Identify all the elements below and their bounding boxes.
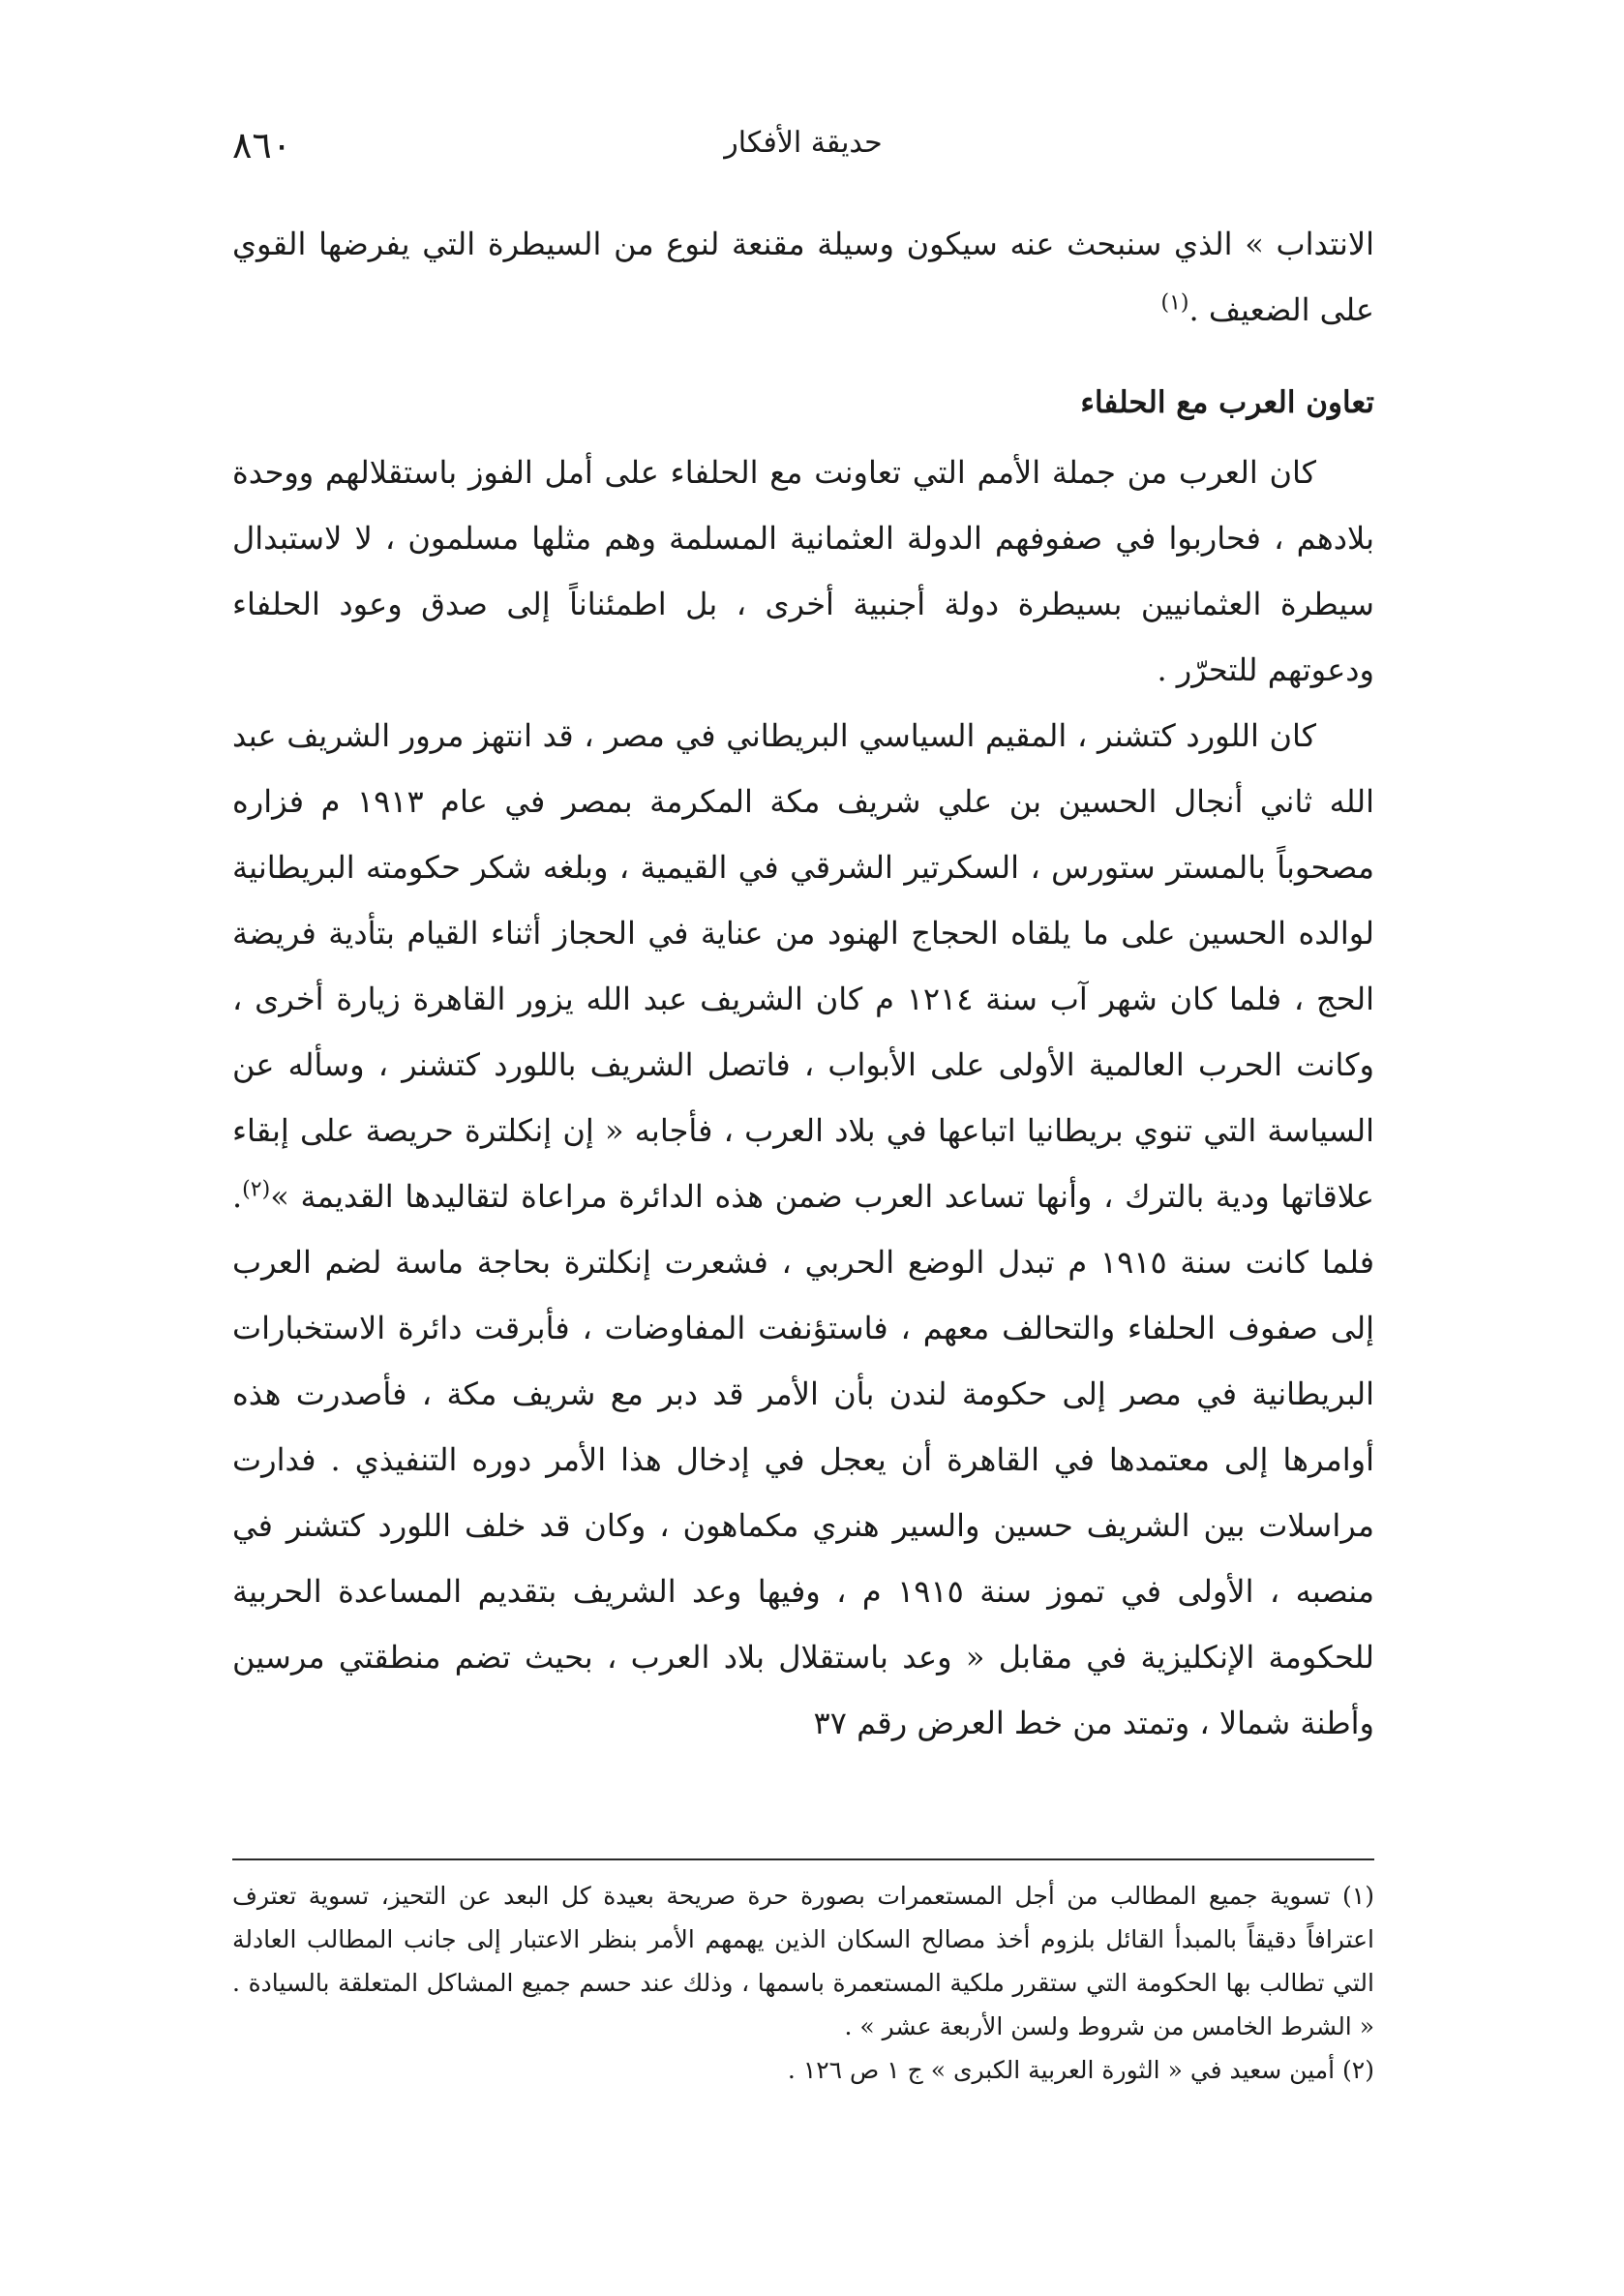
paragraph-text: الانتداب » الذي سنبحث عنه سيكون وسيلة مقنعة لنوع من السيطرة التي يفرضها القوي على الضعيف . xyxy=(232,226,1374,328)
footnote-2: (٢) أمين سعيد في « الثورة العربية الكبرى » ج ١ ص ١٢٦ . xyxy=(787,2056,1374,2084)
footnote-marker-1: (١) xyxy=(1160,290,1189,316)
page-header xyxy=(232,124,1374,182)
paragraph-text: كان اللورد كتشنر ، المقيم السياسي البريطاني في مصر ، قد انتهز مرور الشريف عبد الله ثاني أنجال الحسين بن علي شريف مكة المكرمة بمصر في عام ١٩١٣ م فزاره مصحوباً بالمستر ستورس ، السكرتير الشرقي في القيمية ، وبلغه شكر حكومته البريطانية لوالده الحسين على ما يلقاه الحجاج الهنود من عناية في الحجاز أثناء القيام بتأدية فريضة الحج ، فلما كان شهر آب سنة ١٢١٤ م كان الشريف عبد الله يزور القاهرة زيارة أخرى ، وكانت الحرب العالمية الأولى على الأبواب ، فاتصل الشريف باللورد كتشنر ، وسأله عن السياسة التي تنوي بريطانيا اتباعها في بلاد العرب ، فأجابه « إن إنكلترة حريصة على إبقاء علاقاتها ودية بالترك ، وأنها تساعد العرب ضمن هذه الدائرة مراعاة لتقاليدها القديمة » xyxy=(232,717,1375,1215)
main-text xyxy=(232,211,1374,1756)
footnote-1: (١) تسوية جميع المطالب من أجل المستعمرات بصورة حرة صريحة بعيدة كل البعد عن التحيز، تسوية تعترف اعترافاً دقيقاً بالمبدأ القائل بلزوم أخذ مصالح السكان الذين يهمهم الأمر بنظر الاعتبار إلى جانب المطالب العادلة التي تطالب بها الحكومة التي ستقرر ملكية المستعمرة باسمها ، وذلك عند حسم جميع المشاكل المتعلقة بالسيادة . « الشرط الخامس من شروط ولسن الأربعة عشر » . xyxy=(232,1882,1374,2040)
paragraph-text: . فلما كانت سنة ١٩١٥ م تبدل الوضع الحربي ، فشعرت إنكلترة بحاجة ماسة لضم العرب إلى صفوف الحلفاء والتحالف معهم ، فاستؤنفت المفاوضات ، فأبرقت دائرة الاستخبارات البريطانية في مصر إلى حكومة لندن بأن الأمر قد دبر مع شريف مكة ، فأصدرت هذه أوامرها إلى معتمدها في القاهرة أن يعجل في إدخال هذا الأمر دوره التنفيذي . فدارت مراسلات بين الشريف حسين والسير هنري مكماهون ، وكان قد خلف اللورد كتشنر في منصبه ، الأولى في تموز سنة ١٩١٥ م ، وفيها وعد الشريف بتقديم المساعدة الحربية للحكومة الإنكليزية في مقابل « وعد باستقلال بلاد العرب ، بحيث تضم منطقتي مرسين وأطنة شمالا ، وتمتد من خط العرض رقم ٣٧ xyxy=(232,1178,1375,1741)
paragraph-2 xyxy=(232,703,1374,1756)
footnote-divider xyxy=(232,1858,1374,1860)
footnotes xyxy=(232,1874,1374,2092)
section-heading: تعاون العرب مع الحلفاء xyxy=(1080,385,1374,420)
paragraph-1: كان العرب من جملة الأمم التي تعاونت مع الحلفاء على أمل الفوز باستقلالهم ووحدة بلادهم ، فحاربوا في صفوفهم الدولة العثمانية المسلمة وهم مثلها مسلمون ، لا لاستبدال سيطرة العثمانيين بسيطرة دولة أجنبية أخرى ، بل اطمئناناً إلى صدق وعود الحلفاء ودعوتهم للتحرّر . xyxy=(232,454,1374,688)
page-number: ٨٦٠ xyxy=(232,124,292,166)
footnote-marker-2: (٢) xyxy=(242,1177,271,1202)
paragraph-continuation xyxy=(232,211,1374,343)
running-title: حديقة الأفكار xyxy=(724,126,883,160)
